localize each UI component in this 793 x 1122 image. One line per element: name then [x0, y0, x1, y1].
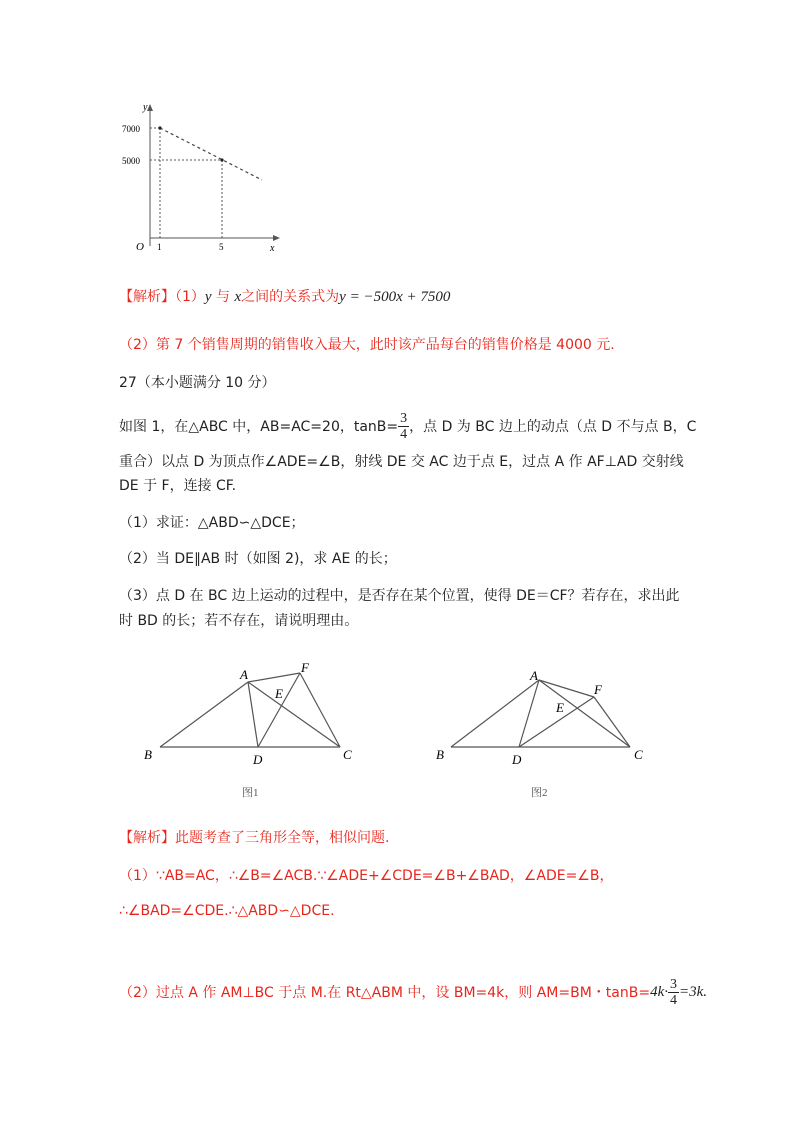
p2-fraction — [668, 977, 679, 1008]
seg-CF — [594, 697, 630, 747]
var-y: y — [204, 289, 212, 305]
q27-line3: DE 于 F，连接 CF. — [119, 478, 237, 494]
y-axis-label: y — [143, 102, 148, 113]
seg-AF — [539, 680, 594, 697]
tanb-fraction — [398, 411, 409, 442]
data-line — [160, 128, 262, 180]
data-point-5 — [220, 158, 223, 161]
y-axis-arrow — [147, 104, 153, 111]
seg-AC — [248, 682, 340, 747]
fig2-label-D: D — [512, 752, 522, 767]
analysis26-part1 — [119, 286, 450, 306]
origin-label: O — [136, 241, 144, 253]
fig1-caption: 图1 — [242, 787, 259, 799]
analysis27-p2-text: （2）过点 A 作 AM⊥BC 于点 M.在 Rt△ABM 中，设 BM=4k，则 AM=BM・tanB= — [119, 985, 651, 1001]
part1-prefix: （1） — [175, 289, 205, 305]
seg-AD — [248, 682, 258, 747]
analysis27-intro-text: 此题考查了三角形全等，相似问题. — [175, 830, 390, 846]
q27-sub2: （2）当 DE∥AB 时（如图 2)，求 AE 的长； — [119, 551, 397, 567]
tanb-denominator: 4 — [400, 426, 408, 442]
x-axis-arrow — [273, 235, 280, 241]
fig2-caption: 图2 — [531, 787, 548, 799]
q27-sub3-line1: （3）点 D 在 BC 边上运动的过程中，是否存在某个位置，使得 DE＝CF？若存在，求出此 — [119, 588, 680, 604]
analysis27-intro — [119, 827, 389, 847]
fig1-label-A: A — [240, 667, 248, 682]
fig2-label-B: B — [436, 747, 444, 762]
seg-AF — [248, 673, 300, 682]
fig1-label-D: D — [253, 752, 263, 767]
analysis27-tag: 【解析】 — [119, 830, 175, 846]
q27-line1-a: 如图 1，在△ABC 中，AB=AC=20，tanB= — [119, 419, 399, 435]
x-axis-label: x — [270, 243, 275, 254]
seg-AD — [519, 680, 539, 747]
fig1-label-F: F — [301, 662, 309, 675]
fig2-label-E: E — [556, 700, 564, 715]
analysis27-p2 — [119, 972, 707, 1012]
p2-numerator: 3 — [670, 976, 677, 992]
fig2-label-C: C — [634, 747, 643, 762]
part1-mid: 与 — [216, 289, 231, 305]
seg-AC — [539, 680, 630, 747]
p2-coef: 4k· — [650, 983, 668, 1000]
x-tick-5: 5 — [219, 242, 224, 252]
analysis27-p1-line2: ∴∠BAD=∠CDE.∴△ABD∽△DCE. — [119, 903, 335, 919]
tanb-numerator: 3 — [400, 410, 408, 426]
fig1-label-C: C — [343, 747, 352, 762]
analysis26-part2: （2）第 7 个销售周期的销售收入最大，此时该产品每台的销售价格是 4000 元. — [119, 337, 615, 353]
analysis-tag: 【解析】 — [119, 289, 175, 305]
seg-DF — [258, 673, 300, 747]
figure-2 — [428, 662, 658, 802]
figure-1 — [138, 662, 358, 802]
fig1-label-B: B — [144, 747, 152, 762]
seg-CF — [300, 673, 340, 747]
q27-heading: 27（本小题满分 10 分） — [119, 375, 276, 391]
fig1-label-E: E — [275, 686, 283, 701]
var-x: x — [234, 289, 242, 305]
analysis27-p1-line1: （1）∵AB=AC，∴∠B=∠ACB.∵∠ADE+∠CDE=∠B+∠BAD，∠ADE=∠B， — [119, 868, 614, 884]
part1-formula: y = −500x + 7500 — [339, 289, 451, 305]
y-tick-7000: 7000 — [122, 124, 140, 134]
y-tick-5000: 5000 — [122, 156, 140, 166]
part1-text: 之间的关系式为 — [241, 289, 340, 305]
x-tick-1: 1 — [157, 242, 162, 252]
data-point-1 — [158, 126, 161, 129]
seg-AB — [451, 680, 539, 747]
p2-result: =3k. — [679, 983, 708, 1000]
seg-AB — [160, 682, 248, 747]
q27-line2: 重合）以点 D 为顶点作∠ADE=∠B，射线 DE 交 AC 边于点 E，过点 A 作 AF⊥AD 交射线 — [119, 454, 684, 470]
q27-line1-b: ，点 D 为 BC 边上的动点（点 D 不与点 B，C — [409, 419, 697, 435]
fig2-label-A: A — [530, 668, 538, 683]
q27-sub1: （1）求证：△ABD∽△DCE； — [119, 515, 305, 531]
q27-sub3-line2: 时 BD 的长；若不存在，请说明理由。 — [119, 613, 359, 629]
linear-graph — [110, 96, 290, 256]
p2-denominator: 4 — [670, 992, 677, 1008]
fig2-label-F: F — [594, 682, 602, 697]
q27-line1 — [119, 408, 696, 444]
